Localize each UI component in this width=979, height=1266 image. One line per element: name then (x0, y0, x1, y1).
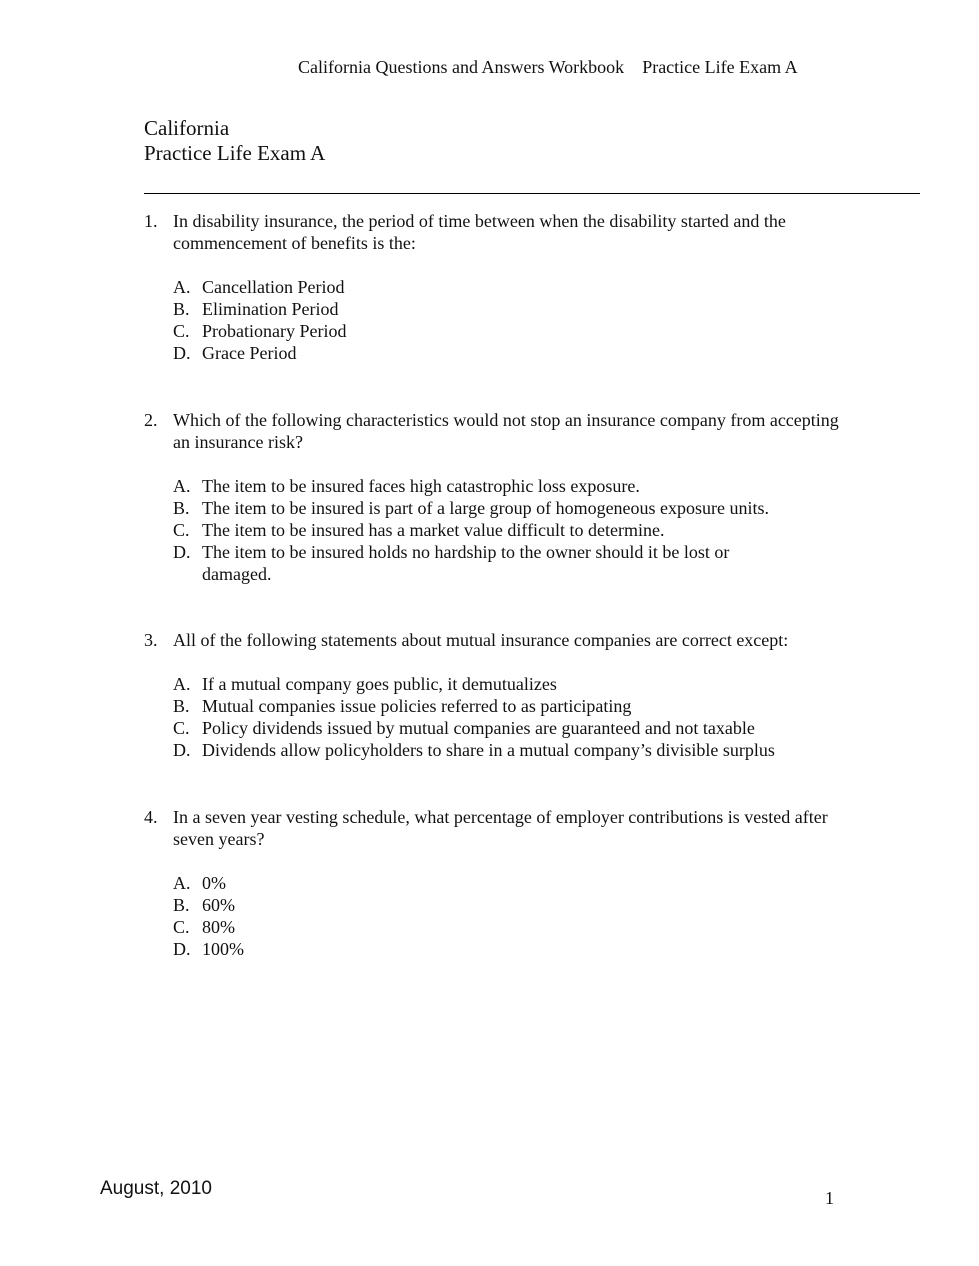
option-letter: A. (173, 476, 191, 496)
option-letter: D. (173, 939, 191, 959)
option-b (173, 497, 844, 519)
option-text: Grace Period (202, 343, 297, 363)
option-letter: B. (173, 498, 190, 518)
workbook-title: California Questions and Answers Workbook (298, 57, 625, 77)
answer-options (144, 475, 844, 585)
option-text: 60% (202, 895, 235, 915)
option-d (173, 739, 844, 761)
question-text: In disability insurance, the period of time between when the disability started and the commencement of benefits is the: (173, 211, 786, 253)
option-a (173, 475, 844, 497)
option-d (173, 541, 844, 585)
answer-options (144, 872, 844, 960)
option-letter: C. (173, 321, 190, 341)
question-number: 1. (144, 211, 158, 231)
option-c (173, 320, 844, 342)
option-letter: C. (173, 917, 190, 937)
option-b (173, 695, 844, 717)
question-text: In a seven year vesting schedule, what percentage of employer contributions is vested after seven years? (173, 807, 828, 849)
option-text: 0% (202, 873, 226, 893)
question-3 (144, 629, 844, 761)
option-c (173, 519, 844, 541)
option-text: Elimination Period (202, 299, 339, 319)
title-divider (144, 193, 920, 194)
option-d (173, 342, 844, 364)
option-c (173, 916, 844, 938)
option-letter: B. (173, 895, 190, 915)
option-text: The item to be insured has a market value difficult to determine. (202, 520, 665, 540)
title-line-state: California (144, 116, 230, 140)
question-text: Which of the following characteristics would not stop an insurance company from accepting an insurance risk? (173, 410, 839, 452)
question-number: 4. (144, 807, 158, 827)
title-line-exam: Practice Life Exam A (144, 141, 326, 165)
option-b (173, 298, 844, 320)
option-text: The item to be insured holds no hardship to the owner should it be lost or damaged. (202, 542, 730, 584)
answer-options (144, 673, 844, 761)
option-letter: A. (173, 277, 191, 297)
option-text: If a mutual company goes public, it demutualizes (202, 674, 557, 694)
option-text: Mutual companies issue policies referred to as participating (202, 696, 632, 716)
question-1 (144, 210, 844, 364)
question-text: All of the following statements about mutual insurance companies are correct except: (173, 630, 789, 650)
question-4 (144, 806, 844, 960)
question-2 (144, 409, 844, 585)
answer-options (144, 276, 844, 364)
question-number: 3. (144, 630, 158, 650)
option-letter: D. (173, 740, 191, 760)
option-letter: B. (173, 696, 190, 716)
question-number: 2. (144, 410, 158, 430)
option-letter: A. (173, 873, 191, 893)
option-text: 100% (202, 939, 244, 959)
running-header (298, 57, 798, 78)
option-a (173, 673, 844, 695)
footer-date: August, 2010 (100, 1178, 212, 1199)
option-text: Probationary Period (202, 321, 347, 341)
option-text: 80% (202, 917, 235, 937)
option-text: Cancellation Period (202, 277, 345, 297)
option-c (173, 717, 844, 739)
option-text: The item to be insured is part of a large group of homogeneous exposure units. (202, 498, 770, 518)
option-letter: B. (173, 299, 190, 319)
option-letter: A. (173, 674, 191, 694)
option-a (173, 276, 844, 298)
option-a (173, 872, 844, 894)
option-letter: C. (173, 520, 190, 540)
document-title (144, 116, 325, 166)
exam-title: Practice Life Exam A (642, 57, 798, 77)
option-text: Dividends allow policyholders to share in a mutual company’s divisible surplus (202, 740, 775, 760)
option-letter: D. (173, 542, 191, 562)
option-letter: D. (173, 343, 191, 363)
option-text: Policy dividends issued by mutual companies are guaranteed and not taxable (202, 718, 755, 738)
option-text: The item to be insured faces high catastrophic loss exposure. (202, 476, 640, 496)
option-letter: C. (173, 718, 190, 738)
option-b (173, 894, 844, 916)
page-number: 1 (825, 1188, 834, 1208)
option-d (173, 938, 844, 960)
